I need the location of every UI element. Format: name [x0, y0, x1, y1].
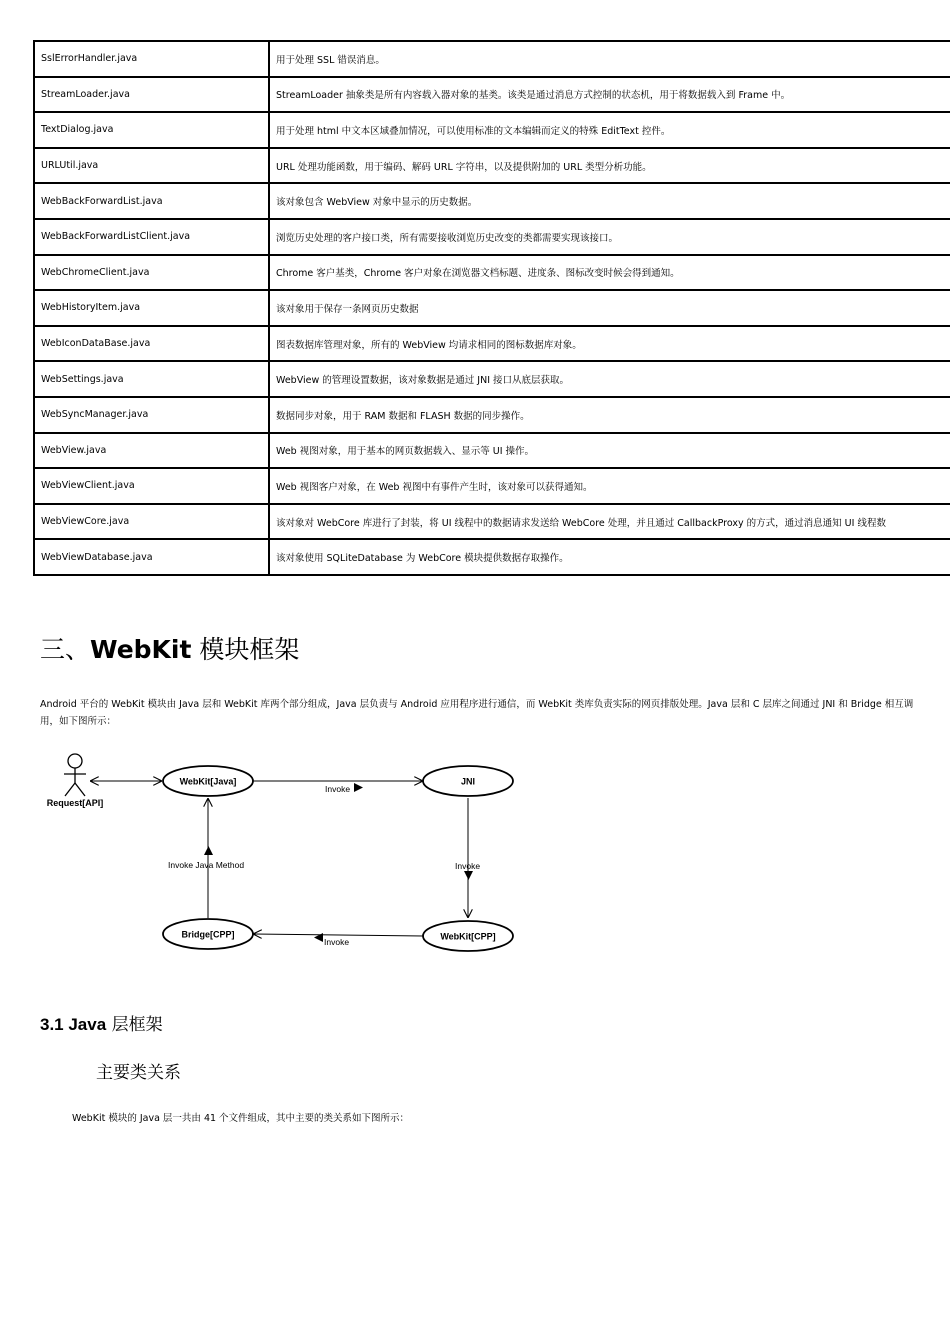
- file-name-cell: StreamLoader.java: [34, 77, 269, 113]
- file-name-cell: WebBackForwardList.java: [34, 183, 269, 219]
- file-name-cell: WebBackForwardListClient.java: [34, 219, 269, 255]
- table-row: [34, 290, 950, 326]
- file-description-cell: Web 视图对象，用于基本的网页数据载入、显示等 UI 操作。: [269, 433, 950, 469]
- section-number: 三、: [40, 635, 91, 664]
- subsubsection-title: 主要类关系: [96, 1063, 181, 1083]
- table-row: [34, 77, 950, 113]
- node-jni-label: JNI: [460, 776, 476, 787]
- file-name-cell: WebHistoryItem.java: [34, 290, 269, 326]
- file-description-cell: 浏览历史处理的客户接口类，所有需要接收浏览历史改变的类都需要实现该接口。: [269, 219, 950, 255]
- file-description-cell: 该对象包含 WebView 对象中显示的历史数据。: [269, 183, 950, 219]
- node-webkit-cpp: [423, 921, 513, 951]
- class-intro-paragraph: WebKit 模块的 Java 层一共由 41 个文件组成，其中主要的类关系如下图所示：: [72, 1113, 410, 1124]
- node-webkit-java-label: WebKit[Java]: [179, 776, 237, 787]
- node-webkit-cpp-label: WebKit[CPP]: [440, 931, 496, 942]
- file-description-cell: StreamLoader 抽象类是所有内容载入器对象的基类。该类是通过消息方式控制的状态机，用于将数据载入到 Frame 中。: [269, 77, 950, 113]
- subsection-title-cjk: 层框架: [106, 1015, 163, 1035]
- file-description-cell: 用于处理 SSL 错误消息。: [269, 41, 950, 77]
- subsection-title: [40, 1010, 163, 1035]
- table-row: [34, 112, 950, 148]
- node-jni: [423, 766, 513, 796]
- table-row: [34, 219, 950, 255]
- table-row: [34, 539, 950, 575]
- subsection-number: 3.1 Java: [40, 1015, 107, 1034]
- direction-down-icon: [464, 871, 473, 880]
- table-row: [34, 41, 950, 77]
- edge-label-cpp-bridge: Invoke: [324, 937, 350, 947]
- table-row: [34, 433, 950, 469]
- intro-paragraph: Android 平台的 WebKit 模块由 Java 层和 WebKit 库两个部分组成，Java 层负责与 Android 应用程序进行通信，而 WebKit 类库负责实际的网页排版处理。Java 层和 C 层库之间通过 JNI 和 Bridge 相互调用，如下图所示：: [40, 699, 914, 727]
- edge-label-bridge-java: Invoke Java Method: [168, 860, 245, 870]
- file-name-cell: URLUtil.java: [34, 148, 269, 184]
- edge-label-jni-cpp: Invoke: [455, 861, 481, 871]
- file-name-cell: WebIconDataBase.java: [34, 326, 269, 362]
- file-name-cell: SslErrorHandler.java: [34, 41, 269, 77]
- direction-up-icon: [204, 846, 213, 855]
- table-row: [34, 326, 950, 362]
- file-name-cell: WebViewCore.java: [34, 504, 269, 540]
- node-bridge-cpp-label: Bridge[CPP]: [181, 929, 235, 940]
- file-name-cell: WebViewClient.java: [34, 468, 269, 504]
- section-title-rest: 模块框架: [191, 635, 300, 664]
- table-row: [34, 397, 950, 433]
- node-webkit-java: [163, 766, 253, 796]
- file-description-cell: 用于处理 html 中文本区域叠加情况，可以使用标准的文本编辑而定义的特殊 EditText 控件。: [269, 112, 950, 148]
- section-title-bold: WebKit: [90, 635, 192, 664]
- file-name-cell: WebViewDatabase.java: [34, 539, 269, 575]
- file-name-cell: TextDialog.java: [34, 112, 269, 148]
- file-name-cell: WebSyncManager.java: [34, 397, 269, 433]
- table-row: [34, 468, 950, 504]
- architecture-diagram: [40, 745, 530, 960]
- table-row: [34, 183, 950, 219]
- file-table-body: [34, 41, 950, 575]
- node-bridge-cpp: [163, 919, 253, 949]
- edge-label-java-jni: Invoke: [325, 784, 351, 794]
- file-description-cell: Chrome 客户基类，Chrome 客户对象在浏览器文档标题、进度条、图标改变时候会得到通知。: [269, 255, 950, 291]
- direction-right-icon: [354, 783, 363, 792]
- file-description-cell: 数据同步对象，用于 RAM 数据和 FLASH 数据的同步操作。: [269, 397, 950, 433]
- section-title: [40, 630, 299, 666]
- file-name-cell: WebSettings.java: [34, 361, 269, 397]
- table-row: [34, 255, 950, 291]
- file-description-cell: 该对象用于保存一条网页历史数据: [269, 290, 950, 326]
- edge-webkit-cpp-bridge: [253, 934, 423, 936]
- actor-label: Request[API]: [46, 798, 104, 808]
- file-name-cell: WebChromeClient.java: [34, 255, 269, 291]
- file-description-cell: 该对象使用 SQLiteDatabase 为 WebCore 模块提供数据存取操作。: [269, 539, 950, 575]
- file-description-cell: WebView 的管理设置数据，该对象数据是通过 JNI 接口从底层获取。: [269, 361, 950, 397]
- file-description-cell: 图表数据库管理对象，所有的 WebView 均请求相同的图标数据库对象。: [269, 326, 950, 362]
- table-row: [34, 361, 950, 397]
- file-description-cell: URL 处理功能函数，用于编码、解码 URL 字符串，以及提供附加的 URL 类型分析功能。: [269, 148, 950, 184]
- table-row: [34, 148, 950, 184]
- file-name-cell: WebView.java: [34, 433, 269, 469]
- file-description-cell: Web 视图客户对象，在 Web 视图中有事件产生时，该对象可以获得通知。: [269, 468, 950, 504]
- file-table: [33, 40, 950, 576]
- file-description-cell: 该对象对 WebCore 库进行了封装，将 UI 线程中的数据请求发送给 WebCore 处理，并且通过 CallbackProxy 的方式，通过消息通知 UI 线程数: [269, 504, 950, 540]
- actor-stick-figure: [64, 754, 86, 796]
- table-row: [34, 504, 950, 540]
